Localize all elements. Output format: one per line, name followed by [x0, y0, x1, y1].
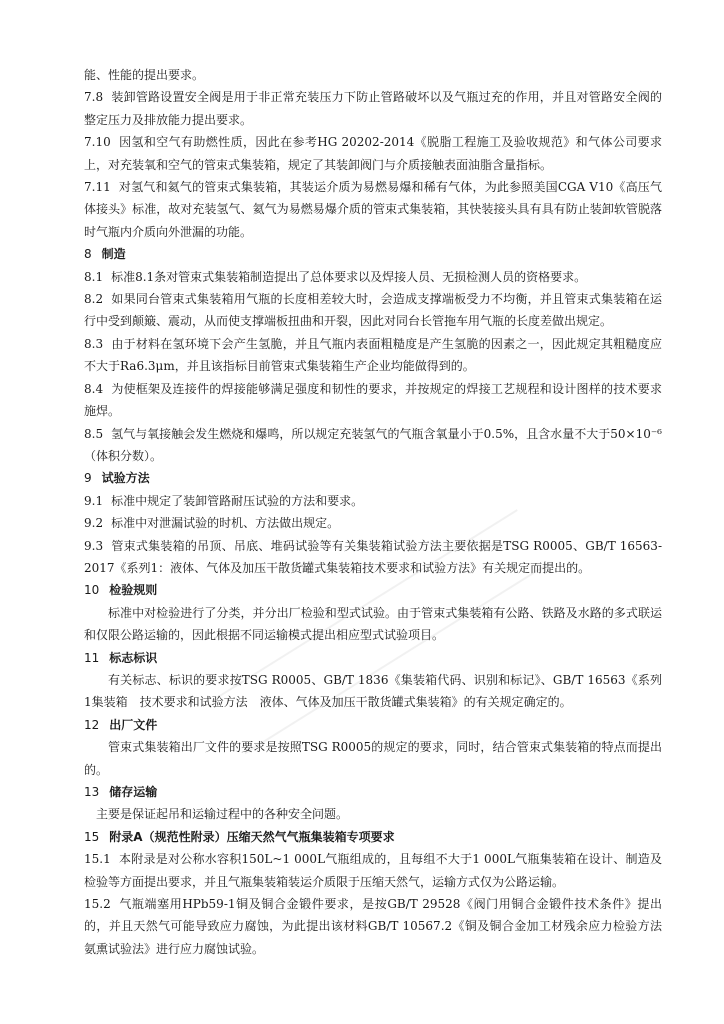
paragraph-text: 标准中对检验进行了分类，并分出厂检验和型式试验。由于管束式集装箱有公路、铁路及水路的多式联运和仅限公路运输的，因此根据不同运输模式提出相应型式试验项目。 [84, 605, 662, 643]
clause-number: 12 [84, 717, 100, 732]
numbered-paragraph [84, 848, 662, 893]
section-heading [84, 826, 662, 848]
section-heading [84, 243, 662, 265]
clause-number: 10 [84, 583, 100, 598]
clause-number: 15 [84, 829, 100, 844]
clause-number: 11 [84, 650, 100, 665]
clause-number: 8.2 [84, 292, 104, 307]
section-heading [84, 781, 662, 803]
paragraph-text: 为使框架及连接件的焊接能够满足强度和韧性的要求，并按规定的焊接工艺规程和设计图样的技术要求施焊。 [84, 381, 662, 419]
clause-number: 8.1 [84, 269, 104, 284]
paragraph-text: 有关标志、标识的要求按TSG R0005、GB/T 1836《集装箱代码、识别和标记》、GB/T 16563《系列1集装箱 技术要求和试验方法 液体、气体及加压干散货罐式集装箱》的有关规定确定的。 [84, 672, 662, 710]
paragraph-text: 制造 [101, 247, 126, 262]
paragraph-text: 由于材料在氢环境下会产生氢脆，并且气瓶内表面粗糙度是产生氢脆的因素之一，因此规定其粗糙度应不大于Ra6.3μm，并且该指标目前管束式集装箱生产企业均能做得到的。 [84, 336, 662, 374]
numbered-paragraph [84, 131, 662, 176]
section-heading [84, 467, 662, 489]
paragraph-text: 标志标识 [109, 650, 158, 665]
clause-number: 7.11 [84, 180, 111, 195]
paragraph-text: 管束式集装箱出厂文件的要求是按照TSG R0005的规定的要求，同时，结合管束式集装箱的特点而提出的。 [84, 740, 662, 777]
paragraph [84, 64, 662, 86]
clause-number: 9 [84, 471, 92, 486]
paragraph-text: 出厂文件 [109, 717, 158, 732]
numbered-paragraph [84, 893, 675, 960]
indented-paragraph [84, 669, 662, 714]
clause-number: 8.4 [84, 381, 104, 396]
numbered-paragraph [84, 512, 662, 534]
section-heading [84, 647, 662, 669]
paragraph-text: 如果同台管束式集装箱用气瓶的长度相差较大时，会造成支撑端板受力不均衡，并且管束式集装箱在运行中受到颠簸、震动，从而使支撑端板扭曲和开裂，因此对同台长管拖车用气瓶的长度差做出规定。 [84, 292, 662, 329]
paragraph-text: 因氢和空气有助燃性质，因此在参考HG 20202-2014《脱脂工程施工及验收规范》和气体公司要求上，对充装氧和空气的管束式集装箱，规定了其装卸阀门与介质接触表面油脂含量指标。 [84, 135, 662, 172]
section-heading [84, 579, 662, 601]
clause-number: 9.1 [84, 493, 104, 508]
section-heading [84, 714, 662, 736]
paragraph-text: 本附录是对公称水容积150L~1 000L气瓶组成的，且每组不大于1 000L气瓶集装箱在设计、制造及检验等方面提出要求，并且气瓶集装箱装运介质限于压缩天然气，运输方式仅为公路运输。 [84, 852, 662, 889]
paragraph-text: 主要是保证起吊和运输过程中的各种安全问题。 [96, 807, 349, 822]
paragraph-text: 对氢气和氦气的管束式集装箱，其装运介质为易燃易爆和稀有气体，为此参照美国CGA V10《高压气体接头》标准，故对充装氢气、氦气为易燃易爆介质的管束式集装箱，其快装接头具有具有防止装卸软管脱落时气瓶内介质向外泄漏的功能。 [84, 180, 662, 239]
clause-number: 13 [84, 785, 100, 799]
clause-number: 7.10 [84, 135, 111, 150]
clause-number: 15.2 [84, 897, 111, 912]
paragraph-text: 管束式集装箱的吊顶、吊底、堆码试验等有关集装箱试验方法主要依据是TSG R0005、GB/T 16563-2017《系列1：液体、气体及加压干散货罐式集装箱技术要求和试验方法》有关规定而提出的。 [84, 538, 662, 575]
indented-paragraph [84, 736, 662, 781]
clause-number: 8 [84, 247, 92, 262]
numbered-paragraph [84, 423, 662, 468]
numbered-paragraph [84, 333, 662, 378]
paragraph-text: 氢气与氧接触会发生燃烧和爆鸣，所以规定充装氢气的气瓶含氧量小于0.5%，且含水量不大于50×10⁻⁶（体积分数）。 [84, 426, 662, 463]
paragraph-text: 储存运输 [109, 785, 158, 799]
numbered-paragraph [84, 378, 662, 423]
paragraph-text: 能、性能的提出要求。 [84, 68, 205, 82]
numbered-paragraph [84, 490, 662, 512]
numbered-paragraph [84, 176, 662, 243]
clause-number: 7.8 [84, 90, 104, 105]
clause-number: 9.3 [84, 538, 104, 553]
clause-number: 8.3 [84, 336, 104, 351]
paragraph-text: 检验规则 [109, 583, 158, 598]
numbered-paragraph [84, 86, 662, 131]
indented-paragraph [84, 602, 662, 647]
paragraph-text: 装卸管路设置安全阀是用于非正常充装压力下防止管路破坏以及气瓶过充的作用，并且对管路安全阀的整定压力及排放能力提出要求。 [84, 90, 662, 127]
indented-paragraph [84, 803, 662, 825]
paragraph-text: 标准8.1条对管束式集装箱制造提出了总体要求以及焊接人员、无损检测人员的资格要求。 [111, 269, 587, 284]
clause-number: 9.2 [84, 516, 104, 531]
numbered-paragraph [84, 288, 662, 333]
paragraph-text: 气瓶端塞用HPb59-1铜及铜合金锻件要求，是按GB/T 29528《阀门用铜合金锻件技术条件》提出的，并且天然气可能导致应力腐蚀，为此提出该材料GB/T 10567.2《铜及铜合金加工材残余应力检验方法 氨熏试验法》进行应力腐蚀试验。 [84, 897, 675, 956]
clause-number: 15.1 [84, 852, 111, 867]
paragraph-text: 试验方法 [101, 471, 150, 486]
paragraph-text: 附录A（规范性附录）压缩天然气气瓶集装箱专项要求 [109, 829, 395, 844]
paragraph-text: 标准中对泄漏试验的时机、方法做出规定。 [111, 516, 340, 531]
numbered-paragraph [84, 535, 662, 580]
paragraph-text: 标准中规定了装卸管路耐压试验的方法和要求。 [111, 493, 364, 508]
clause-number: 8.5 [84, 426, 104, 441]
numbered-paragraph [84, 266, 662, 288]
document-body [84, 64, 675, 960]
